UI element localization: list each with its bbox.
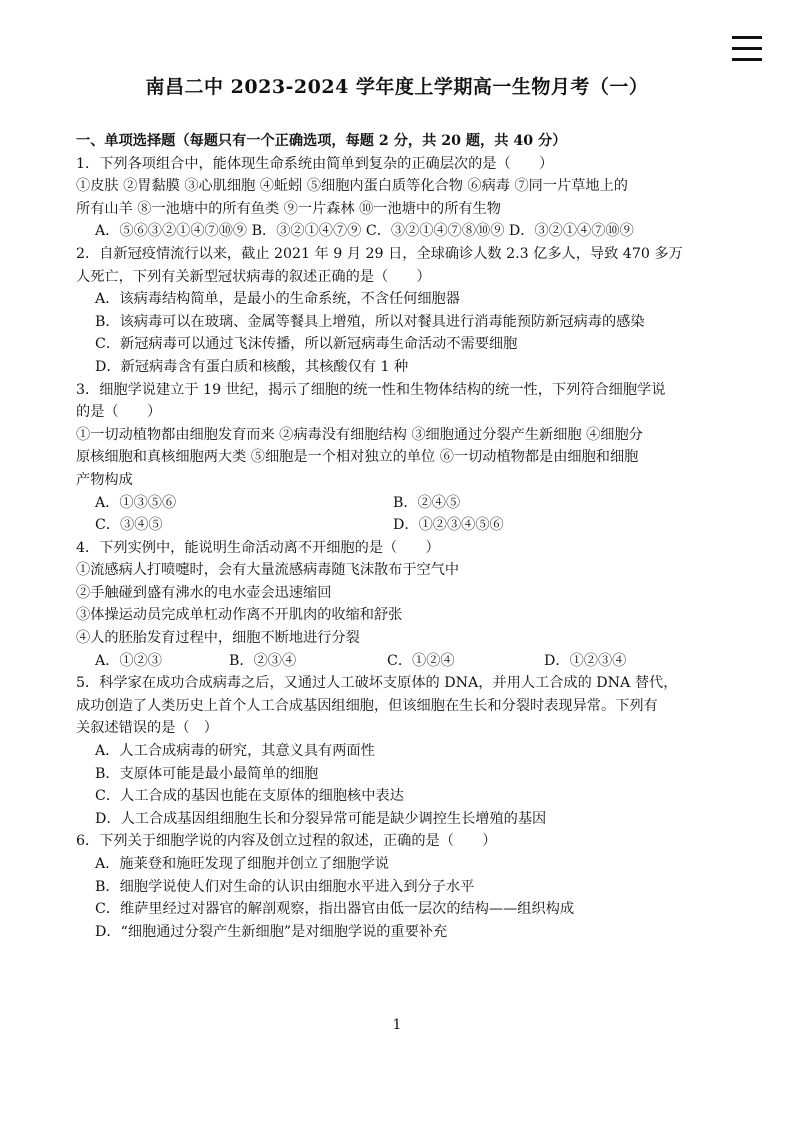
- option-c: C．维萨里经过对器官的解剖观察，指出器官由低一层次的结构——组织构成: [95, 901, 575, 918]
- option-a: A．人工合成病毒的研究，其意义具有两面性: [95, 743, 375, 760]
- option-d: D．①②③④: [544, 652, 627, 669]
- question-stem: 人死亡，下列有关新型冠状病毒的叙述正确的是（ ）: [76, 268, 431, 285]
- question-stem: 1．下列各项组合中，能体现生命系统由简单到复杂的正确层次的是（ ）: [76, 155, 554, 172]
- question-stem: 5．科学家在成功合成病毒之后，又通过人工破坏支原体的 DNA，并用人工合成的 DNA 替代，: [76, 675, 678, 692]
- question-stem: 的是（ ）: [76, 404, 162, 421]
- options-row: [76, 514, 726, 537]
- option-b: B．②④⑤: [393, 494, 461, 511]
- option-b: B．②③④: [229, 652, 297, 669]
- question-1: [76, 153, 726, 243]
- option-c: C．①②④: [387, 652, 455, 669]
- option-d: D．人工合成基因组细胞生长和分裂异常可能是缺少调控生长增殖的基因: [95, 810, 547, 827]
- section-heading: 一、单项选择题（每题只有一个正确选项，每题 2 分，共 20 题，共 40 分）: [76, 133, 567, 149]
- question-6: [76, 830, 726, 943]
- question-stem: 4．下列实例中，能说明生命活动离不开细胞的是（ ）: [76, 539, 440, 556]
- question-list: [76, 130, 726, 943]
- question-items: 原核细胞和真核细胞两大类 ⑤细胞是一个相对独立的单位 ⑥一切动植物都是由细胞和细胞: [76, 449, 639, 466]
- question-items: 产物构成: [76, 471, 133, 488]
- question-item: ④人的胚胎发育过程中，细胞不断地进行分裂: [76, 630, 360, 647]
- menu-icon[interactable]: [732, 36, 762, 62]
- option-c: C．人工合成的基因也能在支原体的细胞核中表达: [95, 788, 404, 805]
- option-a: A．该病毒结构简单，是最小的生命系统，不含任何细胞器: [95, 291, 460, 308]
- option-c: C．③④⑤: [95, 517, 163, 534]
- question-item: ③体操运动员完成单杠动作离不开肌肉的收缩和舒张: [76, 607, 403, 624]
- option-b: B．细胞学说使人们对生命的认识由细胞水平进入到分子水平: [95, 878, 475, 895]
- question-options: A．⑤⑥③②①④⑦⑩⑨ B．③②①④⑦⑨ C．③②①④⑦⑧⑩⑨ D．③②①④⑦⑩⑨: [95, 223, 634, 240]
- option-b: B．支原体可能是最小最简单的细胞: [95, 765, 319, 782]
- option-d: D．新冠病毒含有蛋白质和核酸，其核酸仅有 1 种: [95, 358, 409, 375]
- option-a: A．①②③: [95, 652, 162, 669]
- question-items: ①一切动植物都由细胞发育而来 ②病毒没有细胞结构 ③细胞通过分裂产生新细胞 ④细胞分: [76, 426, 643, 443]
- question-2: [76, 243, 726, 379]
- question-stem: 成功创造了人类历史上首个人工合成基因组细胞，但该细胞在生长和分裂时表现异常。下列有: [76, 697, 658, 714]
- option-c: C．新冠病毒可以通过飞沫传播，所以新冠病毒生命活动不需要细胞: [95, 336, 518, 353]
- option-d: D．“细胞通过分裂产生新细胞”是对细胞学说的重要补充: [95, 923, 448, 940]
- question-item: ②手触碰到盛有沸水的电水壶会迅速缩回: [76, 584, 332, 601]
- page-title: 南昌二中 2023-2024 学年度上学期高一生物月考（一）: [145, 76, 649, 98]
- options-row: [76, 650, 726, 673]
- option-d: D．①②③④⑤⑥: [393, 517, 504, 534]
- question-stem: 6．下列关于细胞学说的内容及创立过程的叙述，正确的是（ ）: [76, 833, 497, 850]
- question-stem: 2．自新冠疫情流行以来，截止 2021 年 9 月 29 日，全球确诊人数 2.3 亿多人，导致 470 多万: [76, 245, 683, 262]
- question-item: ①流感病人打喷嚏时，会有大量流感病毒随飞沫散布于空气中: [76, 562, 460, 579]
- question-items: 所有山羊 ⑧一池塘中的所有鱼类 ⑨一片森林 ⑩一池塘中的所有生物: [76, 200, 501, 217]
- option-a: A．①③⑤⑥: [95, 494, 177, 511]
- question-stem: 关叙述错误的是（ ）: [76, 720, 218, 737]
- question-items: ①皮肤 ②胃黏膜 ③心肌细胞 ④蚯蚓 ⑤细胞内蛋白质等化合物 ⑥病毒 ⑦同一片草地上的: [76, 178, 628, 195]
- question-3: [76, 379, 726, 537]
- option-a: A．施莱登和施旺发现了细胞并创立了细胞学说: [95, 856, 389, 872]
- question-stem: 3．细胞学说建立于 19 世纪，揭示了细胞的统一性和生物体结构的统一性，下列符合细胞学说: [76, 381, 666, 398]
- option-b: B．该病毒可以在玻璃、金属等餐具上增殖，所以对餐具进行消毒能预防新冠病毒的感染: [95, 313, 645, 330]
- question-4: [76, 537, 726, 673]
- question-5: [76, 672, 726, 830]
- options-row: [76, 492, 726, 515]
- page-number: 1: [392, 1017, 402, 1033]
